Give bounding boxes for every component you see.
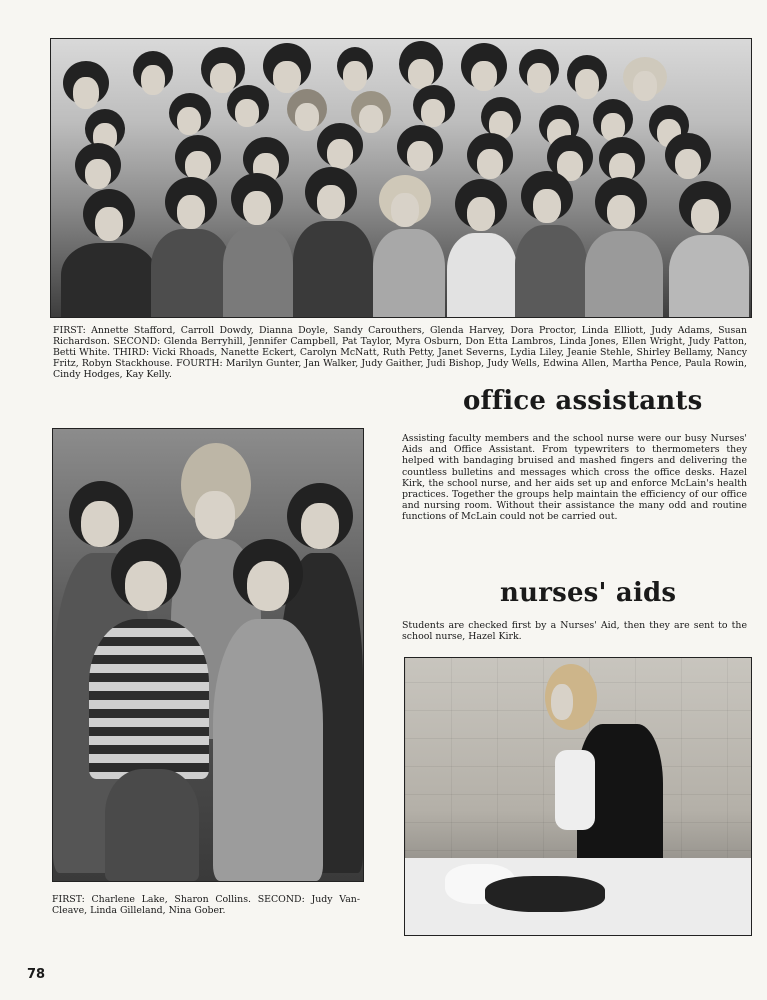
office-assistants-body: Assisting faculty members and the school nurse were our busy Nurses' Aids and Office Assistant. From typewriters to thermometers they helped with bandaging bruised and mashed fingers and delivering the countless bulletins and messages which cross the office desks. Hazel Kirk, the school nurse, and her aids set up and enforce McLain's health practices. Together the groups help maintain the efficiency of our office and nursing room. Without their assistance the many odd and routine functions of McLain could not be carried out. (402, 433, 747, 523)
nurses-aids-group-caption (52, 894, 360, 916)
office-assistants-heading: office assistants (463, 386, 703, 416)
group-photo-caption-text: FIRST: Annette Stafford, Carroll Dowdy, Dianna Doyle, Sandy Carouthers, Glenda Harvey, Dora Proctor, Linda Elliott, Judy Adams, Susan Richardson. SECOND: Glenda Berryhill, Jennifer Campbell, Pat Taylor, Myra Osburn, Don Etta Lambros, Linda Jones, Ellen Wright, Judy Patton, Betti White. THIRD: Vicki Rhoads, Nanette Eckert, Carolyn McNatt, Ruth Petty, Janet Severns, Lydia Liley, Jeanie Stehle, Shirley Bellamy, Nancy Fritz, Robyn Stackhouse. FOURTH: Marilyn Gunter, Jan Walker, Judy Gaither, Judi Bishop, Judy Wells, Edwina Allen, Martha Pence, Paula Rowin, Cindy Hodges, Kay Kelly. (53, 325, 747, 380)
nurses-aids-group-photo (52, 428, 364, 882)
nurses-aids-body: Students are checked first by a Nurses' Aid, then they are sent to the school nurse, Hazel Kirk. (402, 620, 747, 643)
nurses-aid-at-work-photo (404, 657, 752, 936)
nurses-aids-heading: nurses' aids (500, 578, 677, 608)
nurses-aids-group-caption-text: FIRST: Charlene Lake, Sharon Collins. SECOND: Judy Van-Cleave, Linda Gilleland, Nina Gober. (52, 894, 360, 916)
group-photo (50, 38, 752, 318)
group-photo-caption (53, 325, 747, 380)
page-number: 78 (27, 967, 46, 982)
